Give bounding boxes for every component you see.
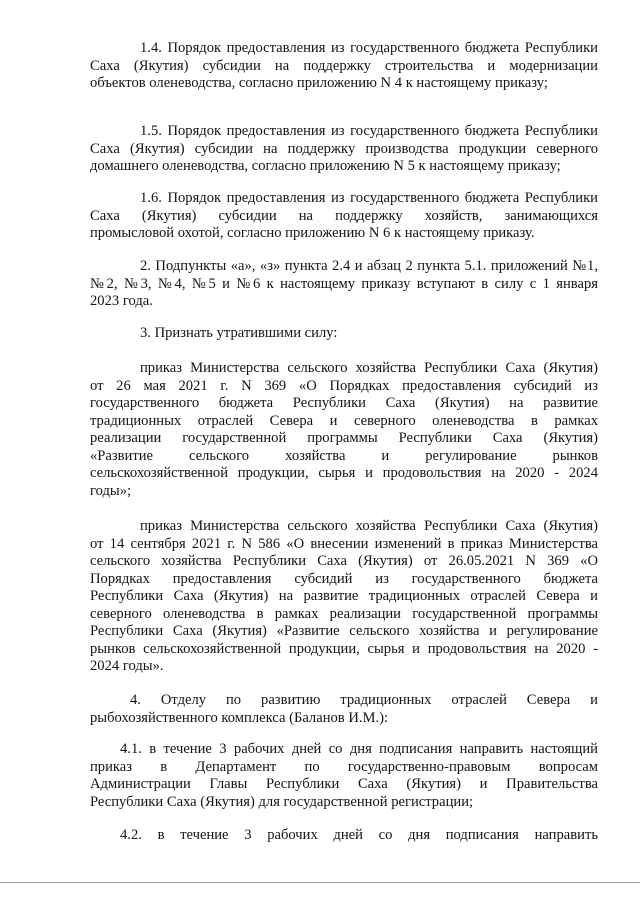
text-line: приказ в Департамент по государственно-правовым вопросам: [90, 758, 598, 775]
text-line: Администрации Главы Республики Саха (Якутия) и Правительства: [90, 776, 598, 792]
text-line: Порядках предоставления субсидий из государственного бюджета: [90, 570, 598, 587]
paragraph-2: [90, 258, 598, 311]
text-line: рыбохозяйственного комплекса (Баланов И.М.):: [90, 709, 389, 726]
text-line: Республики Саха (Якутия) на развитие традиционных отраслей Севера и: [90, 588, 598, 604]
text-line: реализации государственной программы Республики Саха (Якутия): [90, 430, 598, 446]
text-line: «Развитие сельского хозяйства и регулирование рынков: [90, 447, 598, 464]
text-line: 3. Признать утратившими силу:: [140, 325, 338, 341]
paragraph-1-4: [90, 40, 598, 93]
text-line: Саха (Якутия) субсидии на поддержку строительства и модернизации: [90, 57, 598, 74]
text-line: №2, №3, №4, №5 и №6 к настоящему приказу вступают в силу с 1 января: [90, 275, 598, 292]
text-line: 1.5. Порядок предоставления из государственного бюджета Республики: [140, 123, 598, 139]
text-line: приказ Министерства сельского хозяйства Республики Саха (Якутия): [140, 360, 598, 376]
text-line: государственного бюджета Республики Саха (Якутия) на развитие: [90, 395, 598, 411]
text-line: сельского хозяйства Республики Саха (Якутия) от 26.05.2021 N 369 «О: [90, 553, 598, 569]
text-line: 4.1. в течение 3 рабочих дней со дня подписания направить настоящий: [120, 741, 598, 757]
text-line: 4. Отделу по развитию традиционных отраслей Севера и: [130, 692, 598, 708]
paragraph-3-revoked-order-2: [90, 518, 598, 676]
text-line: Республики Саха (Якутия) для государственной регистрации;: [90, 793, 474, 810]
text-line: 4.2. в течение 3 рабочих дней со дня подписания направить: [120, 827, 598, 843]
text-line: 2. Подпункты «а», «з» пункта 2.4 и абзац 2 пункта 5.1. приложений №1,: [140, 258, 598, 274]
text-line: Саха (Якутия) субсидии на поддержку хозяйств, занимающихся: [90, 207, 598, 224]
text-line: северного оленеводства в рамках реализации государственной программы: [90, 605, 598, 622]
text-line: сельскохозяйственной продукции, сырья и продовольствия на 2020 - 2024: [90, 465, 598, 481]
page-bottom-edge: [0, 882, 640, 883]
paragraph-4: [90, 692, 598, 727]
text-line: объектов оленеводства, согласно приложению N 4 к настоящему приказу;: [90, 75, 548, 91]
text-line: 1.6. Порядок предоставления из государственного бюджета Республики: [140, 190, 598, 206]
paragraph-3: [90, 325, 598, 343]
text-line: от 14 сентября 2021 г. N 586 «О внесении изменений в приказ Министерства: [90, 535, 598, 552]
text-line: промысловой охотой, согласно приложению N 6 к настоящему приказу.: [90, 225, 535, 241]
paragraph-3-revoked-order-1: [90, 360, 598, 500]
text-line: 1.4. Порядок предоставления из государственного бюджета Республики: [140, 40, 598, 56]
text-line: Саха (Якутия) субсидии на поддержку производства продукции северного: [90, 140, 598, 157]
text-line: рынков сельскохозяйственной продукции, сырья и продовольствия на 2020 -: [90, 640, 598, 657]
text-line: традиционных отраслей Севера и северного оленеводства в рамках: [90, 412, 598, 429]
text-line: Республики Саха (Якутия) «Развитие сельского хозяйства и регулирование: [90, 623, 598, 639]
text-line: приказ Министерства сельского хозяйства Республики Саха (Якутия): [140, 518, 598, 534]
paragraph-4-2: [90, 827, 598, 845]
text-line: годы»;: [90, 482, 132, 499]
text-line: от 26 мая 2021 г. N 369 «О Порядках предоставления субсидий из: [90, 377, 598, 394]
paragraph-4-1: [90, 741, 598, 811]
text-line: 2024 годы».: [90, 658, 164, 674]
text-line: домашнего оленеводства, согласно приложению N 5 к настоящему приказу;: [90, 158, 561, 174]
text-line: 2023 года.: [90, 293, 153, 309]
paragraph-1-6: [90, 190, 598, 243]
paragraph-1-5: [90, 123, 598, 176]
